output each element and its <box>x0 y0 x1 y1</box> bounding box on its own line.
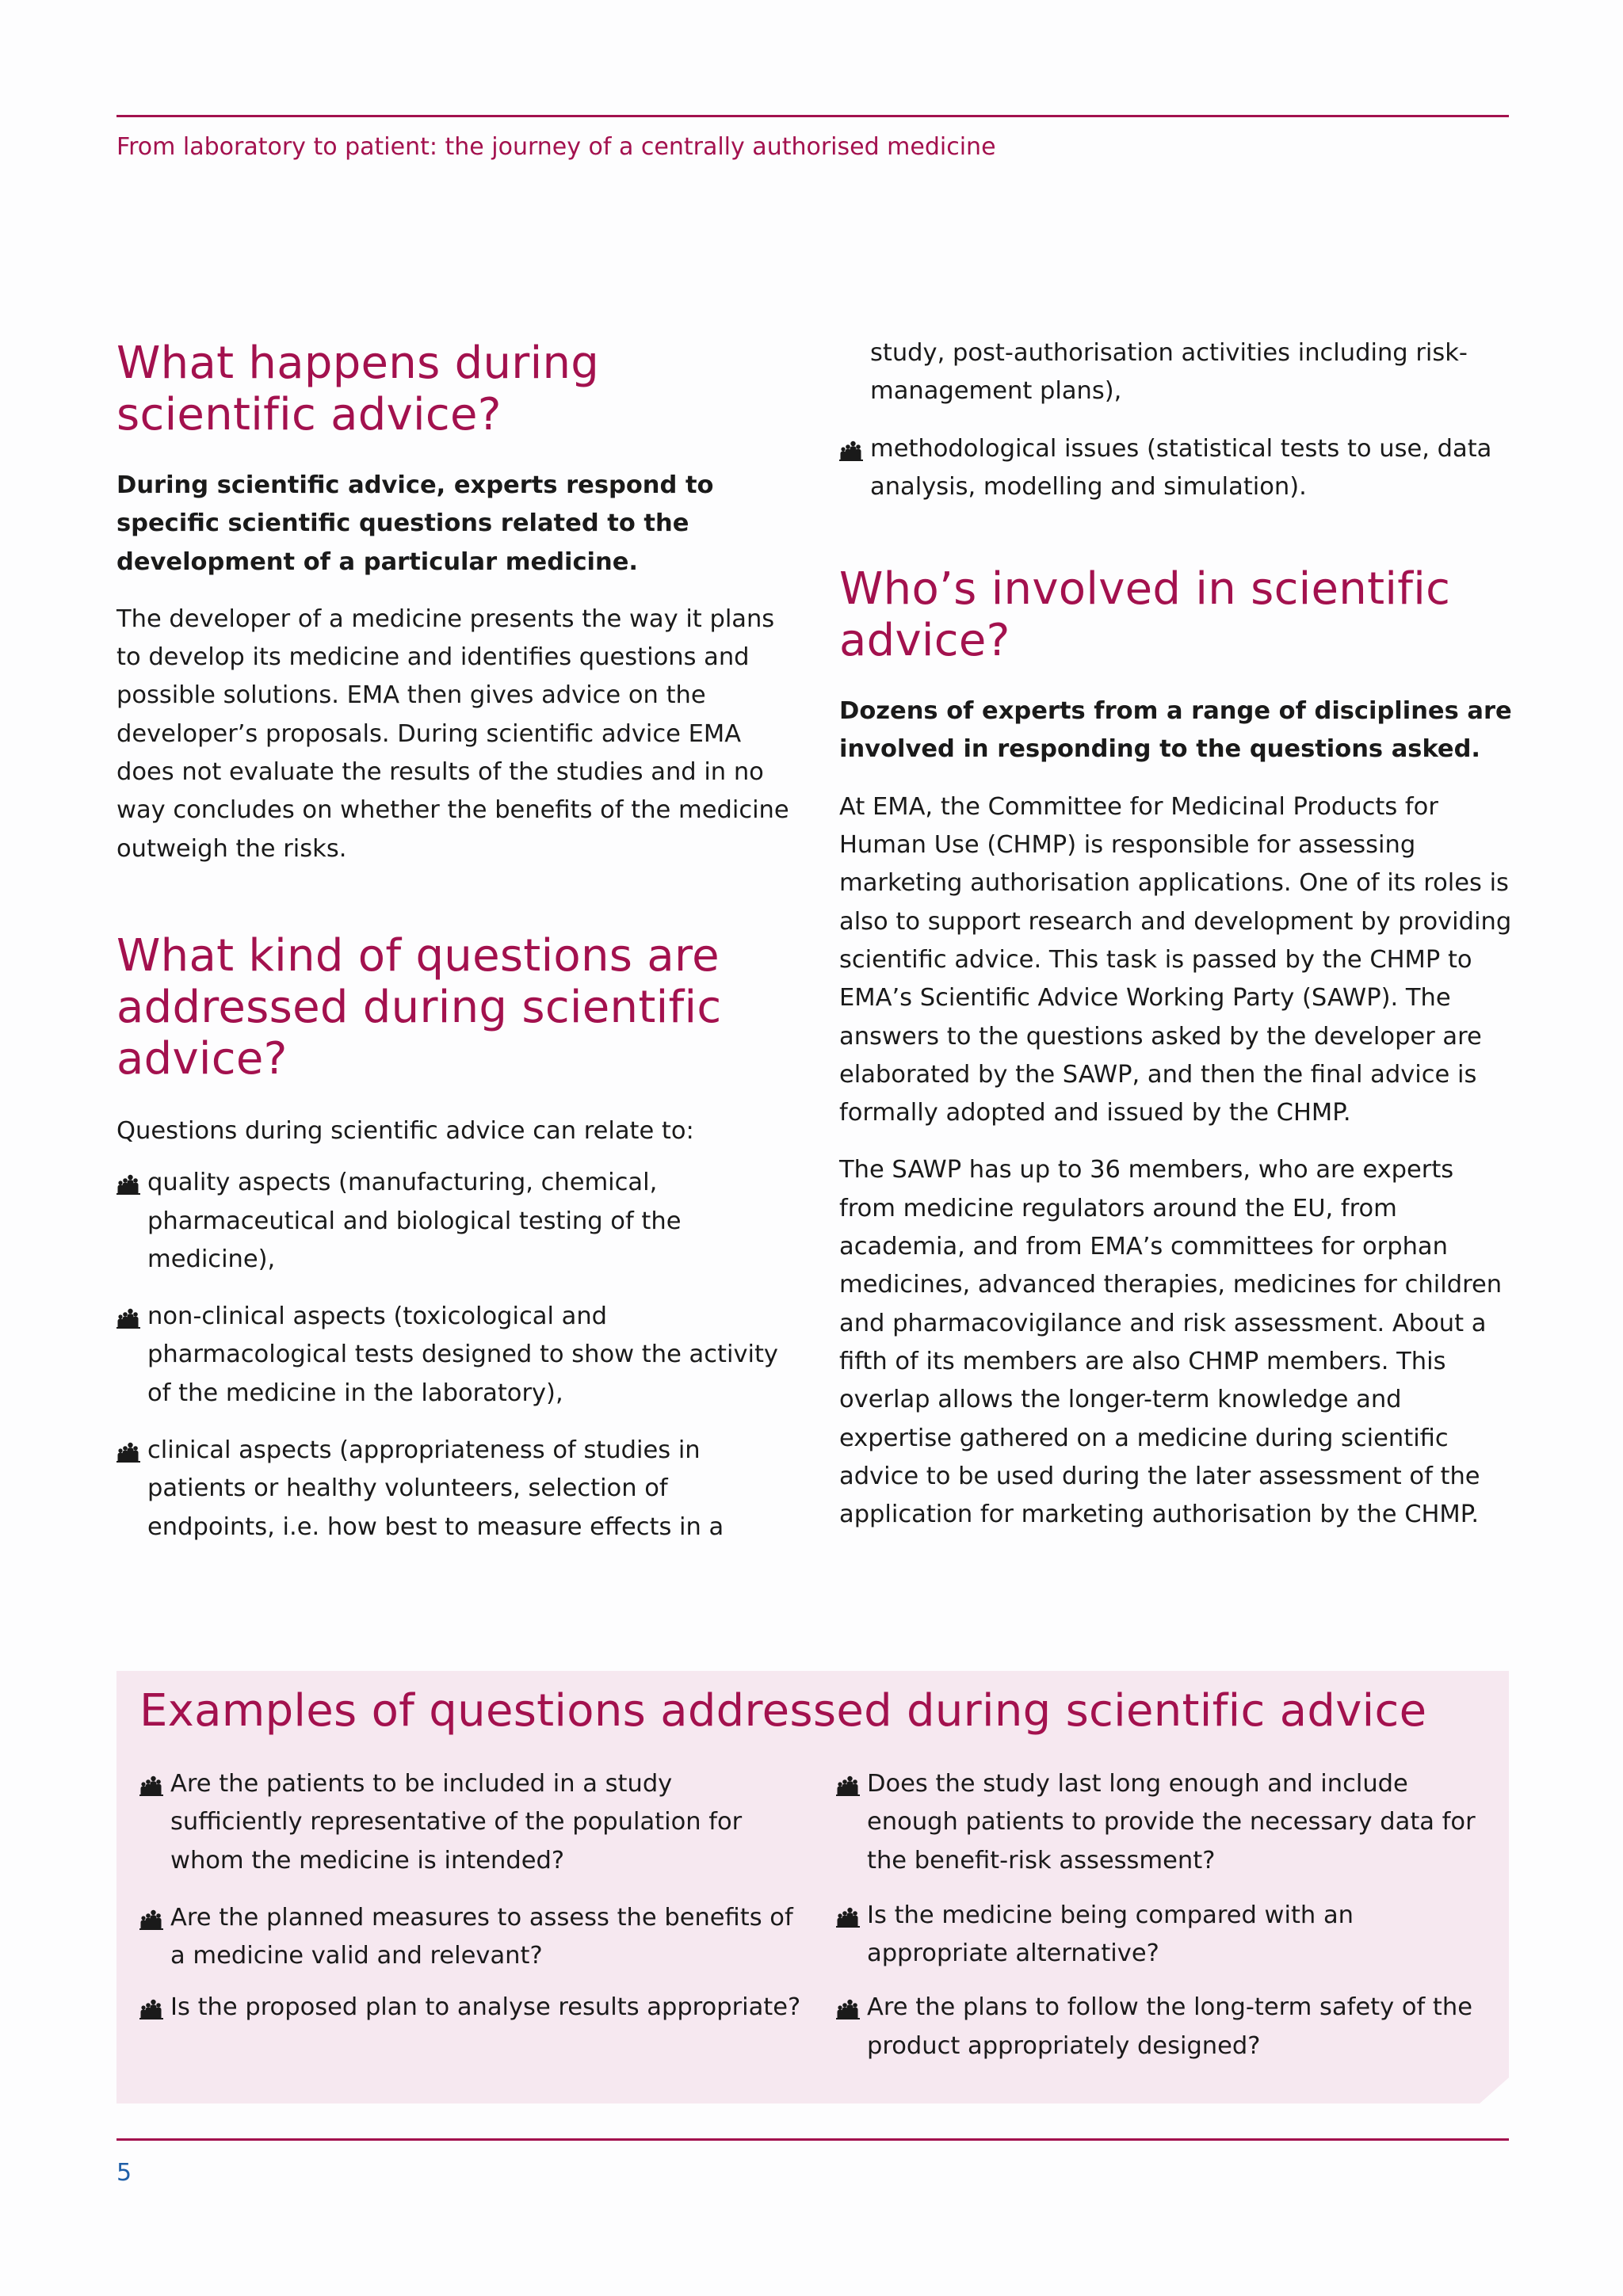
example-question: Is the medicine being compared with an appropriate alternative? <box>836 1897 1502 1974</box>
body-paragraph: The SAWP has up to 36 members, who are experts from medicine regulators around the EU, from academia, and from EMA’s committees for orphan medicines, advanced therapies, medicines for children and pharmacovigilance and risk assessment. About a fifth of its members are also CHMP members. This overlap allows the longer-term knowledge and expertise gathered on a medicine during scientific advice to be used during the later assessment of the application for marketing authorisation by the CHMP. <box>839 1156 1503 1529</box>
people-bullet-icon <box>116 1442 140 1463</box>
list-item-continued: study, post-authorisation activities including risk-management plans), <box>870 339 1468 406</box>
section-heading-what-kind: What kind of questions are addressed during scientific advice? <box>116 929 722 1085</box>
running-header: From laboratory to patient: the journey of a centrally authorised medicine <box>116 133 996 161</box>
list-item: clinical aspects (appropriateness of studies in patients or healthy volunteers, selection of endpoints, i.e. how best to measure effects in a <box>116 1432 798 1547</box>
left-column <box>116 338 798 1547</box>
header-rule <box>116 115 1509 117</box>
examples-left-column <box>139 1765 805 2027</box>
people-bullet-icon <box>139 1909 163 1930</box>
list-intro: Questions during scientific advice can relate to: <box>116 1116 694 1145</box>
example-question: Are the planned measures to assess the benefits of a medicine valid and relevant? <box>139 1899 805 1976</box>
body-paragraph: The developer of a medicine presents the way it plans to develop its medicine and identifies questions and possible solutions. EMA then gives advice on the developer’s proposals. During scientific advice EMA does not evaluate the results of the studies and in no way concludes on whether the benefits of the medicine outweigh the risks. <box>116 605 789 863</box>
people-bullet-icon <box>116 1308 140 1329</box>
lead-paragraph: During scientific advice, experts respond to specific scientific questions related to the development of a particular medicine. <box>116 471 714 576</box>
example-question: Does the study last long enough and include enough patients to provide the necessary data for the benefit-risk assessment? <box>836 1765 1502 1880</box>
people-bullet-icon <box>116 1174 140 1195</box>
footer-rule <box>116 2138 1509 2141</box>
examples-list-left <box>139 1765 805 2027</box>
lead-paragraph: Dozens of experts from a range of disciplines are involved in responding to the questions asked. <box>839 697 1512 764</box>
example-question: Are the plans to follow the long-term safety of the product appropriately designed? <box>836 1989 1502 2065</box>
people-bullet-icon <box>836 1775 860 1796</box>
example-question: Is the proposed plan to analyse results appropriate? <box>139 1989 805 2027</box>
people-bullet-icon <box>139 1999 163 2019</box>
list-item: quality aspects (manufacturing, chemical, pharmaceutical and biological testing of the medicine), <box>116 1164 798 1279</box>
page-number: 5 <box>116 2159 132 2187</box>
people-bullet-icon <box>836 1907 860 1928</box>
section-heading-what-happens: What happens during scientific advice? <box>116 338 600 441</box>
examples-right-column <box>836 1765 1502 2065</box>
right-column <box>839 334 1513 1534</box>
people-bullet-icon <box>139 1775 163 1796</box>
body-paragraph: At EMA, the Committee for Medicinal Products for Human Use (CHMP) is responsible for assessing marketing authorisation applications. One of its roles is also to support research and development by providing scientific advice. This task is passed by the CHMP to EMA’s Scientific Advice Working Party (SAWP). The answers to the questions asked by the developer are elaborated by the SAWP, and then the final advice is formally adopted and issued by the CHMP. <box>839 792 1512 1127</box>
question-topics-list <box>116 1164 798 1547</box>
list-item: methodological issues (statistical tests to use, data analysis, modelling and simulation). <box>839 430 1513 507</box>
example-question: Are the patients to be included in a study sufficiently representative of the population for whom the medicine is intended? <box>139 1765 805 1880</box>
examples-title: Examples of questions addressed during scientific advice <box>139 1685 1427 1737</box>
people-bullet-icon <box>836 1999 860 2019</box>
people-bullet-icon <box>839 441 863 461</box>
section-heading-whos-involved: Who’s involved in scientific advice? <box>839 563 1451 667</box>
question-topics-list-continued <box>839 334 1513 506</box>
list-item: non-clinical aspects (toxicological and pharmacological tests designed to show the activity of the medicine in the laboratory), <box>116 1298 798 1413</box>
examples-list-right <box>836 1765 1502 2065</box>
